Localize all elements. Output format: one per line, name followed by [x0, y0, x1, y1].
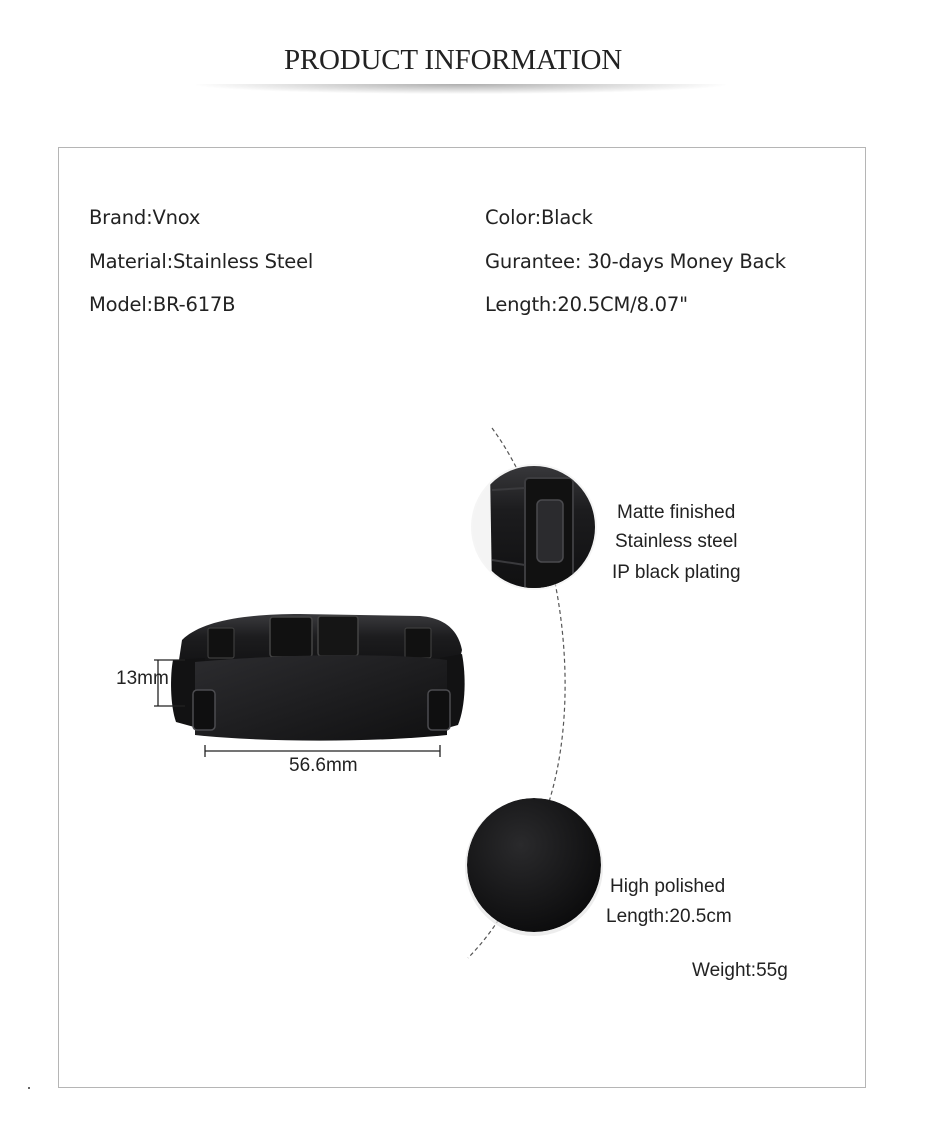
spec-material: Material:Stainless Steel: [89, 250, 314, 273]
polished-callout-line-1: High polished: [610, 876, 726, 897]
matte-callout-line-1: Matte finished: [617, 502, 736, 523]
spec-model: Model:BR-617B: [89, 293, 236, 316]
spec-length: Length:20.5CM/8.07": [485, 293, 688, 316]
polished-callout-line-2: Length:20.5cm: [606, 906, 732, 927]
spec-color: Color:Black: [485, 206, 593, 229]
matte-callout-line-2: Stainless steel: [615, 531, 738, 552]
spec-guarantee: Gurantee: 30-days Money Back: [485, 250, 786, 273]
width-dimension-label: 56.6mm: [289, 755, 358, 776]
matte-callout-line-3: IP black plating: [612, 562, 741, 583]
polished-detail-circle: [465, 798, 603, 936]
matte-detail-circle: [470, 460, 600, 600]
spec-brand: Brand:Vnox: [89, 206, 201, 229]
weight-label: Weight:55g: [692, 960, 788, 981]
stray-dot: [28, 1087, 30, 1089]
page-title: PRODUCT INFORMATION: [283, 44, 623, 76]
bracelet-image: [171, 614, 465, 741]
height-dimension-label: 13mm: [116, 668, 169, 689]
